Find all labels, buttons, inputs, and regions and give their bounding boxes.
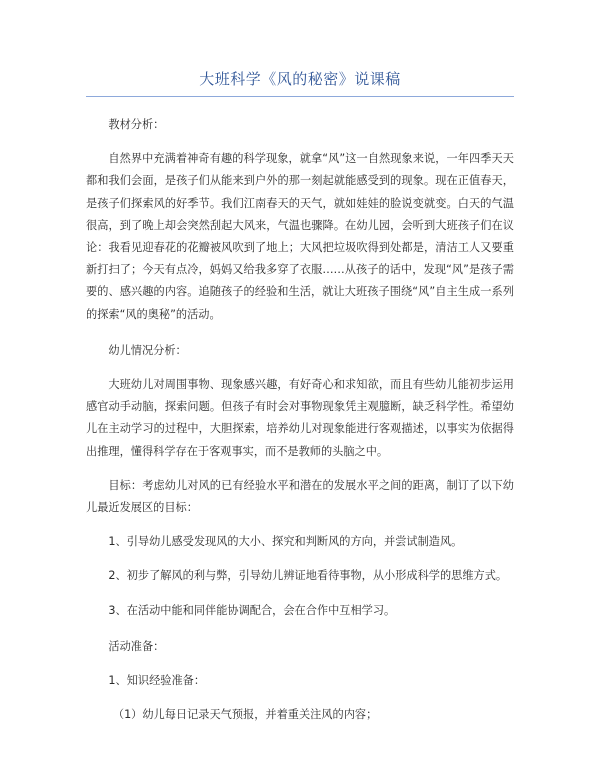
goal-item: 2、初步了解风的利与弊，引导幼儿辨证地看待事物，从小形成科学的思维方式。 [108,569,508,583]
document-title: 大班科学《风的秘密》说课稿 [199,70,401,88]
preparation-subitem: （1）幼儿每日记录天气预报，并着重关注风的内容； [112,708,378,722]
section-heading-preparation: 活动准备： [108,639,165,653]
paragraph-goals-intro: 目标：考虑幼儿对风的已有经验水平和潜在的发展水平之间的距离，制订了以下幼儿最近发展区的目标： [86,478,514,515]
paragraph-children: 大班幼儿对周围事物、现象感兴趣，有好奇心和求知欲，而且有些幼儿能初步运用感官动手动脑，探索问题。但孩子有时会对事物现象凭主观臆断，缺乏科学性。希望幼儿在主动学习的过程中，大胆探索，培养幼儿对现象能进行客观描述，以事实为依据得出推理，懂得科学存在于客观事实，而不是教师的头脑之中。 [86,378,514,458]
document-body [86,112,514,726]
section-heading-material: 教材分析： [108,118,165,131]
goal-item: 3、在活动中能和同伴能协调配合，会在合作中互相学习。 [108,603,396,617]
goal-item: 1、引导幼儿感受发现风的大小、探究和判断风的方向，并尝试制造风。 [108,535,463,549]
section-heading-children: 幼儿情况分析： [108,343,187,357]
preparation-item: 1、知识经验准备： [108,674,206,688]
paragraph-material: 自然界中充满着神奇有趣的科学现象，就拿“风”这一自然现象来说，一年四季天天都和我们会面，是孩子们从能来到户外的那一刻起就能感受到的现象。现在正值春天，是孩子们探索风的好季节。我们江南春天的天气，就如娃娃的脸说变就变。白天的气温很高，到了晚上却会突然刮起大风来，气温也骤降。在幼儿园，会听到大班孩子们在议论：我看见迎春花的花瓣被风吹到了地上；大风把垃圾吹得到处都是，清洁工人又要重新打扫了；今天有点冷，妈妈又给我多穿了衣服……从孩子的话中，发现“风”是孩子需要的、感兴趣的内容。追随孩子的经验和生活，就让大班孩子围绕“风”自主生成一系列的探索“风的奥秘”的活动。 [86,152,514,321]
title-divider [86,96,514,97]
